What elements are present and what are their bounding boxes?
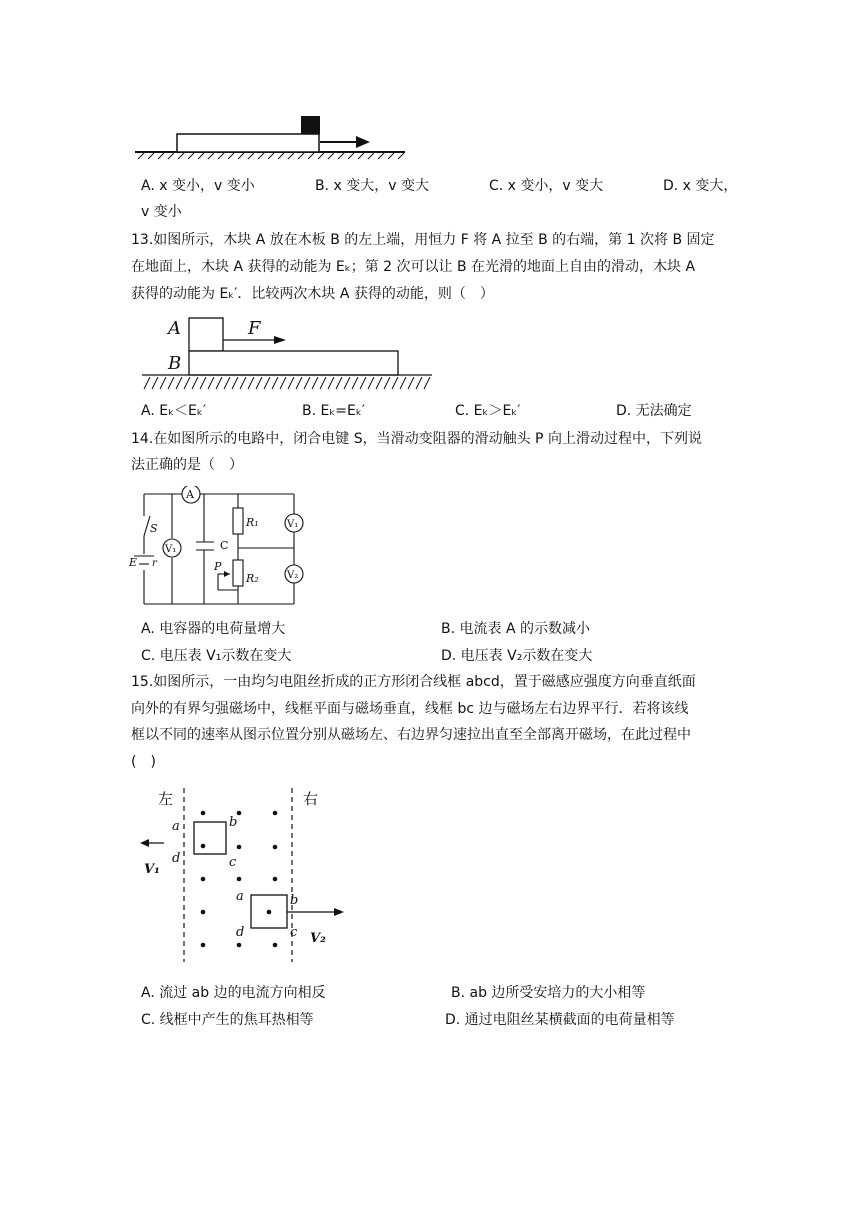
f2-c: c [290,925,298,940]
q13-option-c: C. Eₖ＞Eₖ′ [455,403,521,419]
resistor-r1: R₁ [246,516,259,529]
q12-option-a: A. x 变小，v 变小 [141,178,255,194]
f1-d: d [172,851,181,866]
q12-option-d: D. x 变大， [663,178,738,194]
voltmeter-v1-left: V₁ [165,544,177,555]
q15-option-b: B. ab 边所受安培力的大小相等 [451,985,646,1001]
board [177,134,319,152]
ground-hatch [138,153,404,159]
resistor-r2: R₂ [246,572,259,585]
label-left: 左 [158,790,174,808]
q12-figure [130,108,410,160]
f1-c: c [229,855,237,870]
slider-p: P [214,560,222,573]
label-force-f: F [248,318,261,339]
f1-a: a [172,819,180,834]
emf-e: E [129,556,138,569]
q14-circuit [126,486,306,610]
q12-option-c: C. x 变小，v 变大 [489,178,604,194]
q14-line-2: 法正确的是（ ） [131,457,243,473]
ammeter-a: A [186,488,194,501]
block-a [189,318,223,351]
q15-line-1: 15.如图所示，一由均匀电阻丝折成的正方形闭合线框 abcd，置于磁感应强度方向垂直纸面 [131,674,696,690]
v1-label: V₁ [144,862,160,877]
f2-a: a [236,889,244,904]
q15-line-3: 框以不同的速率从图示位置分别从磁场左、右边界匀速拉出直至全部离开磁场，在此过程中 [131,727,691,743]
q14-option-c: C. 电压表 V₁示数在变大 [141,648,292,664]
q15-option-d: D. 通过电阻丝某横截面的电荷量相等 [445,1012,675,1028]
q13-option-d: D. 无法确定 [616,403,692,419]
capacitor-c: C [220,539,229,552]
q14-line-1: 14.在如图所示的电路中，闭合电键 S，当滑动变阻器的滑动触头 P 向上滑动过程中，下列说 [131,431,702,447]
voltmeter-v2: V₂ [287,570,299,581]
q13-figure [140,310,440,394]
q15-option-a: A. 流过 ab 边的电流方向相反 [141,985,326,1001]
board-b [189,351,398,375]
f2-b: b [290,893,299,908]
label-block-a: A [168,318,181,339]
q14-option-b: B. 电流表 A 的示数减小 [441,621,590,637]
q13-line-3: 获得的动能为 Eₖ′．比较两次木块 A 获得的动能，则（ ） [131,286,494,302]
resist-r: r [152,558,157,569]
switch-s: S [150,522,158,535]
q14-option-d: D. 电压表 V₂示数在变大 [441,648,593,664]
q15-line-2: 向外的有界匀强磁场中，线框平面与磁场垂直，线框 bc 边与磁场左右边界平行．若将该线 [131,701,689,717]
label-board-b: B [168,353,182,374]
q15-option-c: C. 线框中产生的焦耳热相等 [141,1012,314,1028]
block [301,116,320,134]
label-right: 右 [303,790,319,808]
f2-d: d [236,925,245,940]
q14-option-a: A. 电容器的电荷量增大 [141,621,286,637]
f1-b: b [229,815,238,830]
q13-line-1: 13.如图所示，木块 A 放在木板 B 的左上端，用恒力 F 将 A 拉至 B 的右端，第 1 次将 B 固定 [131,232,715,248]
voltmeter-v1-right: V₁ [287,519,299,530]
q15-line-4: ( ) [131,754,156,770]
frame-1 [194,822,226,854]
q13-option-b: B. Eₖ=Eₖ′ [302,403,366,419]
q12-option-b: B. x 变大，v 变大 [315,178,429,194]
q13-option-a: A. Eₖ＜Eₖ′ [141,403,207,419]
q15-figure [138,784,358,964]
v2-label: V₂ [310,931,326,946]
q12-option-d-cont: v 变小 [141,204,182,220]
q13-line-2: 在地面上，木块 A 获得的动能为 Eₖ；第 2 次可以让 B 在光滑的地面上自由的滑动，木块 A [131,259,696,275]
